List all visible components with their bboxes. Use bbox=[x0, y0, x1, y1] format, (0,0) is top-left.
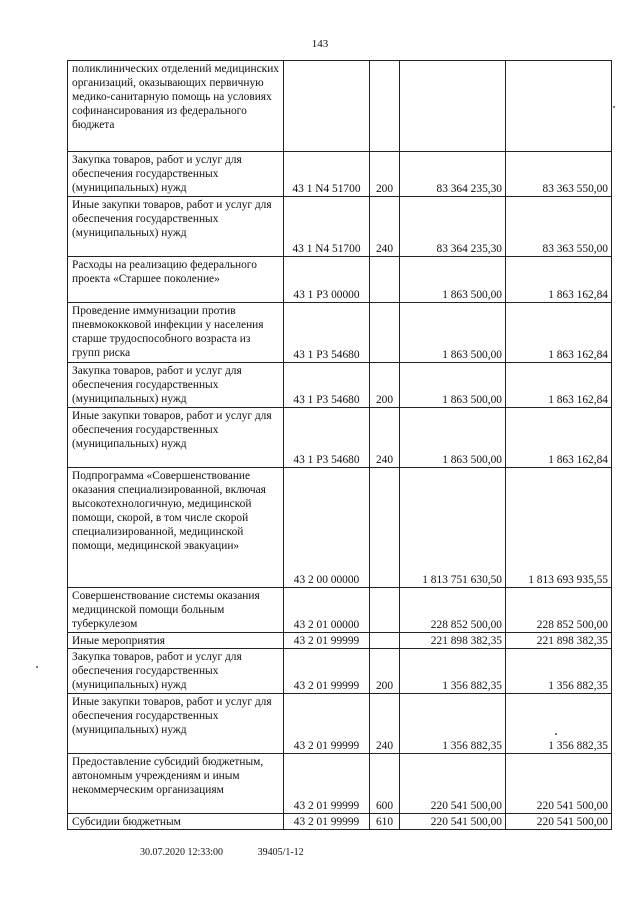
row-amount-planned: 220 541 500,00 bbox=[400, 754, 506, 814]
row-amount-executed bbox=[506, 61, 612, 152]
row-description: поликлинических отделений медицинских организаций, оказывающих первичную медико-санитарную помощь на условиях софинансирования из федерального бюджета bbox=[68, 61, 284, 152]
row-expense-type bbox=[370, 257, 400, 303]
row-code: 43 2 01 99999 bbox=[284, 694, 370, 754]
row-amount-planned: 1 813 751 630,50 bbox=[400, 468, 506, 588]
table-row bbox=[68, 633, 612, 649]
row-expense-type: 200 bbox=[370, 649, 400, 694]
row-expense-type: 240 bbox=[370, 197, 400, 257]
table-row bbox=[68, 303, 612, 363]
table-row bbox=[68, 152, 612, 197]
row-code: 43 1 P3 54680 bbox=[284, 363, 370, 408]
row-amount-executed: 221 898 382,35 bbox=[506, 633, 612, 649]
row-amount-planned: 1 356 882,35 bbox=[400, 694, 506, 754]
row-description: Иные закупки товаров, работ и услуг для обеспечения государственных (муниципальных) нужд bbox=[68, 408, 284, 468]
row-description: Иные мероприятия bbox=[68, 633, 284, 649]
table-row bbox=[68, 649, 612, 694]
row-description: Иные закупки товаров, работ и услуг для обеспечения государственных (муниципальных) нужд bbox=[68, 197, 284, 257]
row-code: 43 1 P3 54680 bbox=[284, 303, 370, 363]
table-row bbox=[68, 197, 612, 257]
row-expense-type bbox=[370, 303, 400, 363]
row-amount-executed: 1 863 162,84 bbox=[506, 363, 612, 408]
table-row bbox=[68, 61, 612, 152]
row-amount-planned: 1 863 500,00 bbox=[400, 257, 506, 303]
table-row bbox=[68, 408, 612, 468]
row-code: 43 1 P3 54680 bbox=[284, 408, 370, 468]
row-amount-executed: 1 813 693 935,55 bbox=[506, 468, 612, 588]
row-code: 43 2 01 99999 bbox=[284, 814, 370, 830]
row-expense-type bbox=[370, 468, 400, 588]
row-expense-type bbox=[370, 61, 400, 152]
table-row bbox=[68, 257, 612, 303]
row-expense-type: 600 bbox=[370, 754, 400, 814]
row-code: 43 2 01 99999 bbox=[284, 649, 370, 694]
table-row bbox=[68, 754, 612, 814]
row-code: 43 2 00 00000 bbox=[284, 468, 370, 588]
row-amount-executed: 1 863 162,84 bbox=[506, 257, 612, 303]
row-amount-executed: 228 852 500,00 bbox=[506, 588, 612, 633]
row-amount-executed: 1 863 162,84 bbox=[506, 408, 612, 468]
row-description: Расходы на реализацию федерального проекта «Старшее поколение» bbox=[68, 257, 284, 303]
row-amount-executed: 1 356 882,35 bbox=[506, 694, 612, 754]
row-code bbox=[284, 61, 370, 152]
row-expense-type: 200 bbox=[370, 363, 400, 408]
row-code: 43 2 01 00000 bbox=[284, 588, 370, 633]
row-amount-planned: 220 541 500,00 bbox=[400, 814, 506, 830]
row-expense-type bbox=[370, 633, 400, 649]
table-row bbox=[68, 363, 612, 408]
row-amount-planned: 1 356 882,35 bbox=[400, 649, 506, 694]
row-amount-planned: 221 898 382,35 bbox=[400, 633, 506, 649]
row-expense-type: 610 bbox=[370, 814, 400, 830]
row-amount-planned bbox=[400, 61, 506, 152]
scan-speck bbox=[555, 733, 557, 735]
scan-speck bbox=[613, 106, 615, 108]
row-amount-executed: 1 356 882,35 bbox=[506, 649, 612, 694]
row-code: 43 2 01 99999 bbox=[284, 754, 370, 814]
row-amount-executed: 1 863 162,84 bbox=[506, 303, 612, 363]
footer-document-number: 39405/1-12 bbox=[257, 847, 304, 858]
row-amount-executed: 220 541 500,00 bbox=[506, 814, 612, 830]
row-code: 43 1 N4 51700 bbox=[284, 197, 370, 257]
row-expense-type: 200 bbox=[370, 152, 400, 197]
row-expense-type: 240 bbox=[370, 694, 400, 754]
row-description: Проведение иммунизации против пневмококковой инфекции у населения старше трудоспособного возраста из групп риска bbox=[68, 303, 284, 363]
row-amount-executed: 220 541 500,00 bbox=[506, 754, 612, 814]
footer-timestamp: 30.07.2020 12:33:00 bbox=[140, 847, 224, 858]
document-footer bbox=[140, 847, 304, 858]
table-row bbox=[68, 468, 612, 588]
budget-table bbox=[67, 60, 612, 830]
scan-speck bbox=[36, 666, 38, 668]
table-row bbox=[68, 694, 612, 754]
row-amount-planned: 1 863 500,00 bbox=[400, 303, 506, 363]
row-description: Субсидии бюджетным bbox=[68, 814, 284, 830]
row-description: Закупка товаров, работ и услуг для обеспечения государственных (муниципальных) нужд bbox=[68, 152, 284, 197]
row-amount-planned: 83 364 235,30 bbox=[400, 152, 506, 197]
row-amount-executed: 83 363 550,00 bbox=[506, 152, 612, 197]
row-description: Подпрограмма «Совершенствование оказания специализированной, включая высокотехнологичную, медицинской помощи, скорой, в том числе скорой специализированной, медицинской помощи, медицинской эвакуации» bbox=[68, 468, 284, 588]
row-code: 43 2 01 99999 bbox=[284, 633, 370, 649]
row-expense-type: 240 bbox=[370, 408, 400, 468]
row-amount-planned: 83 364 235,30 bbox=[400, 197, 506, 257]
row-description: Закупка товаров, работ и услуг для обеспечения государственных (муниципальных) нужд bbox=[68, 649, 284, 694]
row-description: Иные закупки товаров, работ и услуг для обеспечения государственных (муниципальных) нужд bbox=[68, 694, 284, 754]
row-amount-planned: 1 863 500,00 bbox=[400, 408, 506, 468]
row-description: Закупка товаров, работ и услуг для обеспечения государственных (муниципальных) нужд bbox=[68, 363, 284, 408]
budget-table-body bbox=[68, 61, 612, 830]
row-amount-planned: 1 863 500,00 bbox=[400, 363, 506, 408]
row-description: Предоставление субсидий бюджетным, автономным учреждениям и иным некоммерческим организациям bbox=[68, 754, 284, 814]
row-expense-type bbox=[370, 588, 400, 633]
row-amount-executed: 83 363 550,00 bbox=[506, 197, 612, 257]
row-code: 43 1 N4 51700 bbox=[284, 152, 370, 197]
table-row bbox=[68, 814, 612, 830]
table-row bbox=[68, 588, 612, 633]
row-amount-planned: 228 852 500,00 bbox=[400, 588, 506, 633]
row-code: 43 1 P3 00000 bbox=[284, 257, 370, 303]
page-number: 143 bbox=[311, 38, 329, 50]
row-description: Совершенствование системы оказания медицинской помощи больным туберкулезом bbox=[68, 588, 284, 633]
